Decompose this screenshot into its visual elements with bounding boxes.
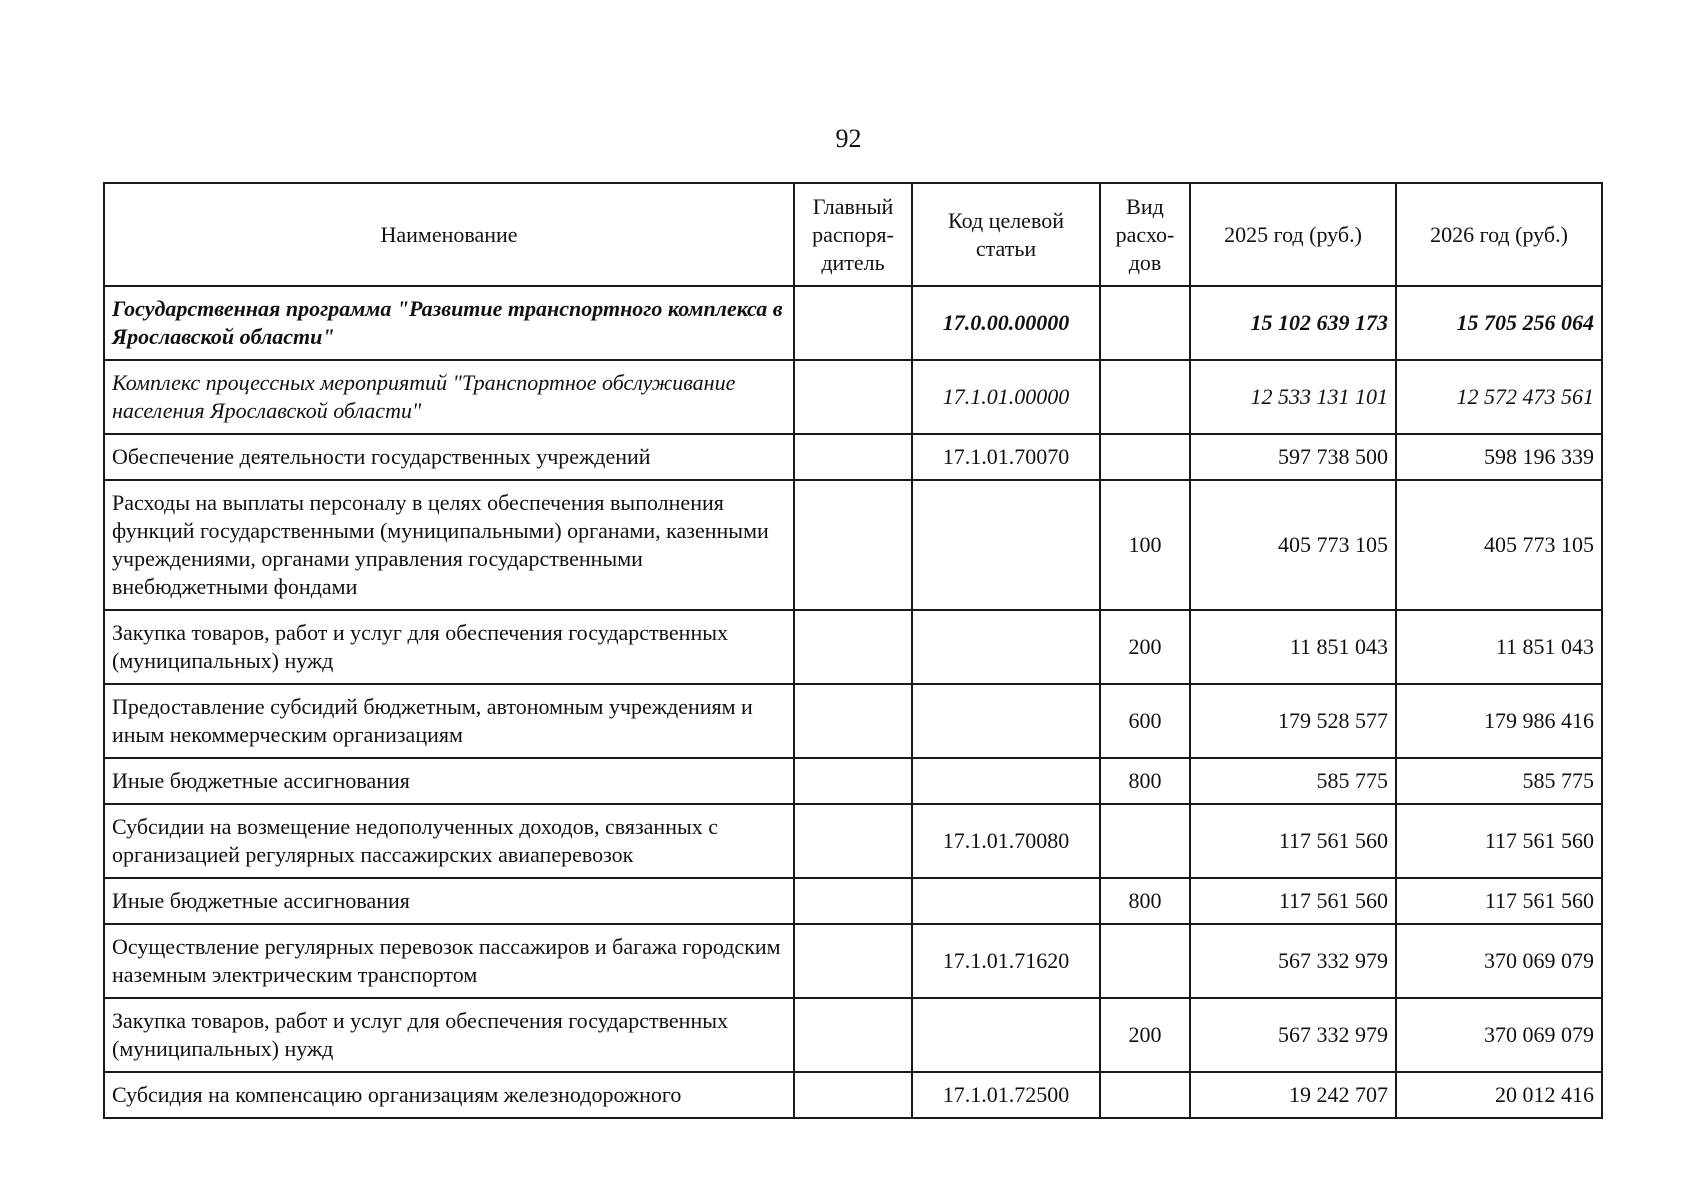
row-code: 17.1.01.00000 (912, 360, 1100, 434)
row-manager (794, 998, 912, 1072)
row-code (912, 878, 1100, 924)
row-manager (794, 758, 912, 804)
row-code (912, 684, 1100, 758)
row-code: 17.1.01.70070 (912, 434, 1100, 480)
row-2026: 370 069 079 (1396, 998, 1602, 1072)
table-row (104, 360, 1602, 434)
table-row (104, 998, 1602, 1072)
row-manager (794, 286, 912, 360)
header-2025: 2025 год (руб.) (1190, 183, 1396, 286)
row-2025: 117 561 560 (1190, 804, 1396, 878)
row-name: Государственная программа "Развитие транспортного комплекса в Ярославской области" (104, 286, 794, 360)
row-2025: 12 533 131 101 (1190, 360, 1396, 434)
row-name: Иные бюджетные ассигнования (104, 878, 794, 924)
row-manager (794, 1072, 912, 1118)
row-kind: 200 (1100, 610, 1190, 684)
row-manager (794, 480, 912, 610)
row-name: Субсидии на возмещение недополученных доходов, связанных с организацией регулярных пассажирских авиаперевозок (104, 804, 794, 878)
row-manager (794, 610, 912, 684)
row-kind (1100, 804, 1190, 878)
row-code: 17.0.00.00000 (912, 286, 1100, 360)
header-name: Наименование (104, 183, 794, 286)
row-kind (1100, 1072, 1190, 1118)
table-row (104, 758, 1602, 804)
table-row (104, 480, 1602, 610)
row-manager (794, 360, 912, 434)
table-row (104, 878, 1602, 924)
row-kind (1100, 434, 1190, 480)
row-2025: 11 851 043 (1190, 610, 1396, 684)
table-row (104, 924, 1602, 998)
header-2026: 2026 год (руб.) (1396, 183, 1602, 286)
table-row (104, 804, 1602, 878)
row-name: Обеспечение деятельности государственных учреждений (104, 434, 794, 480)
row-2026: 117 561 560 (1396, 804, 1602, 878)
row-name: Расходы на выплаты персоналу в целях обеспечения выполнения функций государственными (муниципальными) органами, казенными учреждениями, органами управления государственными внебюджетными фондами (104, 480, 794, 610)
row-manager (794, 434, 912, 480)
row-2026: 405 773 105 (1396, 480, 1602, 610)
row-2026: 585 775 (1396, 758, 1602, 804)
row-2026: 11 851 043 (1396, 610, 1602, 684)
row-code (912, 758, 1100, 804)
row-kind: 100 (1100, 480, 1190, 610)
row-manager (794, 684, 912, 758)
row-kind (1100, 924, 1190, 998)
row-2025: 15 102 639 173 (1190, 286, 1396, 360)
table-row (104, 434, 1602, 480)
row-2025: 19 242 707 (1190, 1072, 1396, 1118)
row-2026: 179 986 416 (1396, 684, 1602, 758)
budget-table (103, 182, 1603, 1119)
header-code: Код целевой статьи (912, 183, 1100, 286)
page-number: 92 (835, 124, 862, 153)
row-kind (1100, 360, 1190, 434)
row-kind: 200 (1100, 998, 1190, 1072)
row-name: Иные бюджетные ассигнования (104, 758, 794, 804)
row-name: Осуществление регулярных перевозок пассажиров и багажа городским наземным электрическим транспортом (104, 924, 794, 998)
row-code (912, 610, 1100, 684)
row-code (912, 998, 1100, 1072)
row-name: Субсидия на компенсацию организациям железнодорожного (104, 1072, 794, 1118)
row-2026: 598 196 339 (1396, 434, 1602, 480)
row-code: 17.1.01.72500 (912, 1072, 1100, 1118)
header-kind: Вид расхо-дов (1100, 183, 1190, 286)
row-kind: 800 (1100, 758, 1190, 804)
row-2025: 117 561 560 (1190, 878, 1396, 924)
row-2025: 597 738 500 (1190, 434, 1396, 480)
row-2025: 405 773 105 (1190, 480, 1396, 610)
table-row (104, 286, 1602, 360)
row-manager (794, 924, 912, 998)
row-name: Предоставление субсидий бюджетным, автономным учреждениям и иным некоммерческим организациям (104, 684, 794, 758)
row-code (912, 480, 1100, 610)
row-2026: 20 012 416 (1396, 1072, 1602, 1118)
row-kind (1100, 286, 1190, 360)
row-code: 17.1.01.70080 (912, 804, 1100, 878)
row-2025: 567 332 979 (1190, 998, 1396, 1072)
row-2025: 567 332 979 (1190, 924, 1396, 998)
table-row (104, 1072, 1602, 1118)
row-2026: 12 572 473 561 (1396, 360, 1602, 434)
row-2026: 117 561 560 (1396, 878, 1602, 924)
table-row (104, 610, 1602, 684)
row-2026: 15 705 256 064 (1396, 286, 1602, 360)
row-manager (794, 878, 912, 924)
row-kind: 600 (1100, 684, 1190, 758)
row-name: Закупка товаров, работ и услуг для обеспечения государственных (муниципальных) нужд (104, 998, 794, 1072)
row-2025: 179 528 577 (1190, 684, 1396, 758)
row-kind: 800 (1100, 878, 1190, 924)
row-code: 17.1.01.71620 (912, 924, 1100, 998)
row-manager (794, 804, 912, 878)
table-row (104, 684, 1602, 758)
row-name: Комплекс процессных мероприятий "Транспортное обслуживание населения Ярославской области" (104, 360, 794, 434)
row-2025: 585 775 (1190, 758, 1396, 804)
header-manager: Главный распоря-дитель (794, 183, 912, 286)
table-header-row (104, 183, 1602, 286)
row-name: Закупка товаров, работ и услуг для обеспечения государственных (муниципальных) нужд (104, 610, 794, 684)
row-2026: 370 069 079 (1396, 924, 1602, 998)
